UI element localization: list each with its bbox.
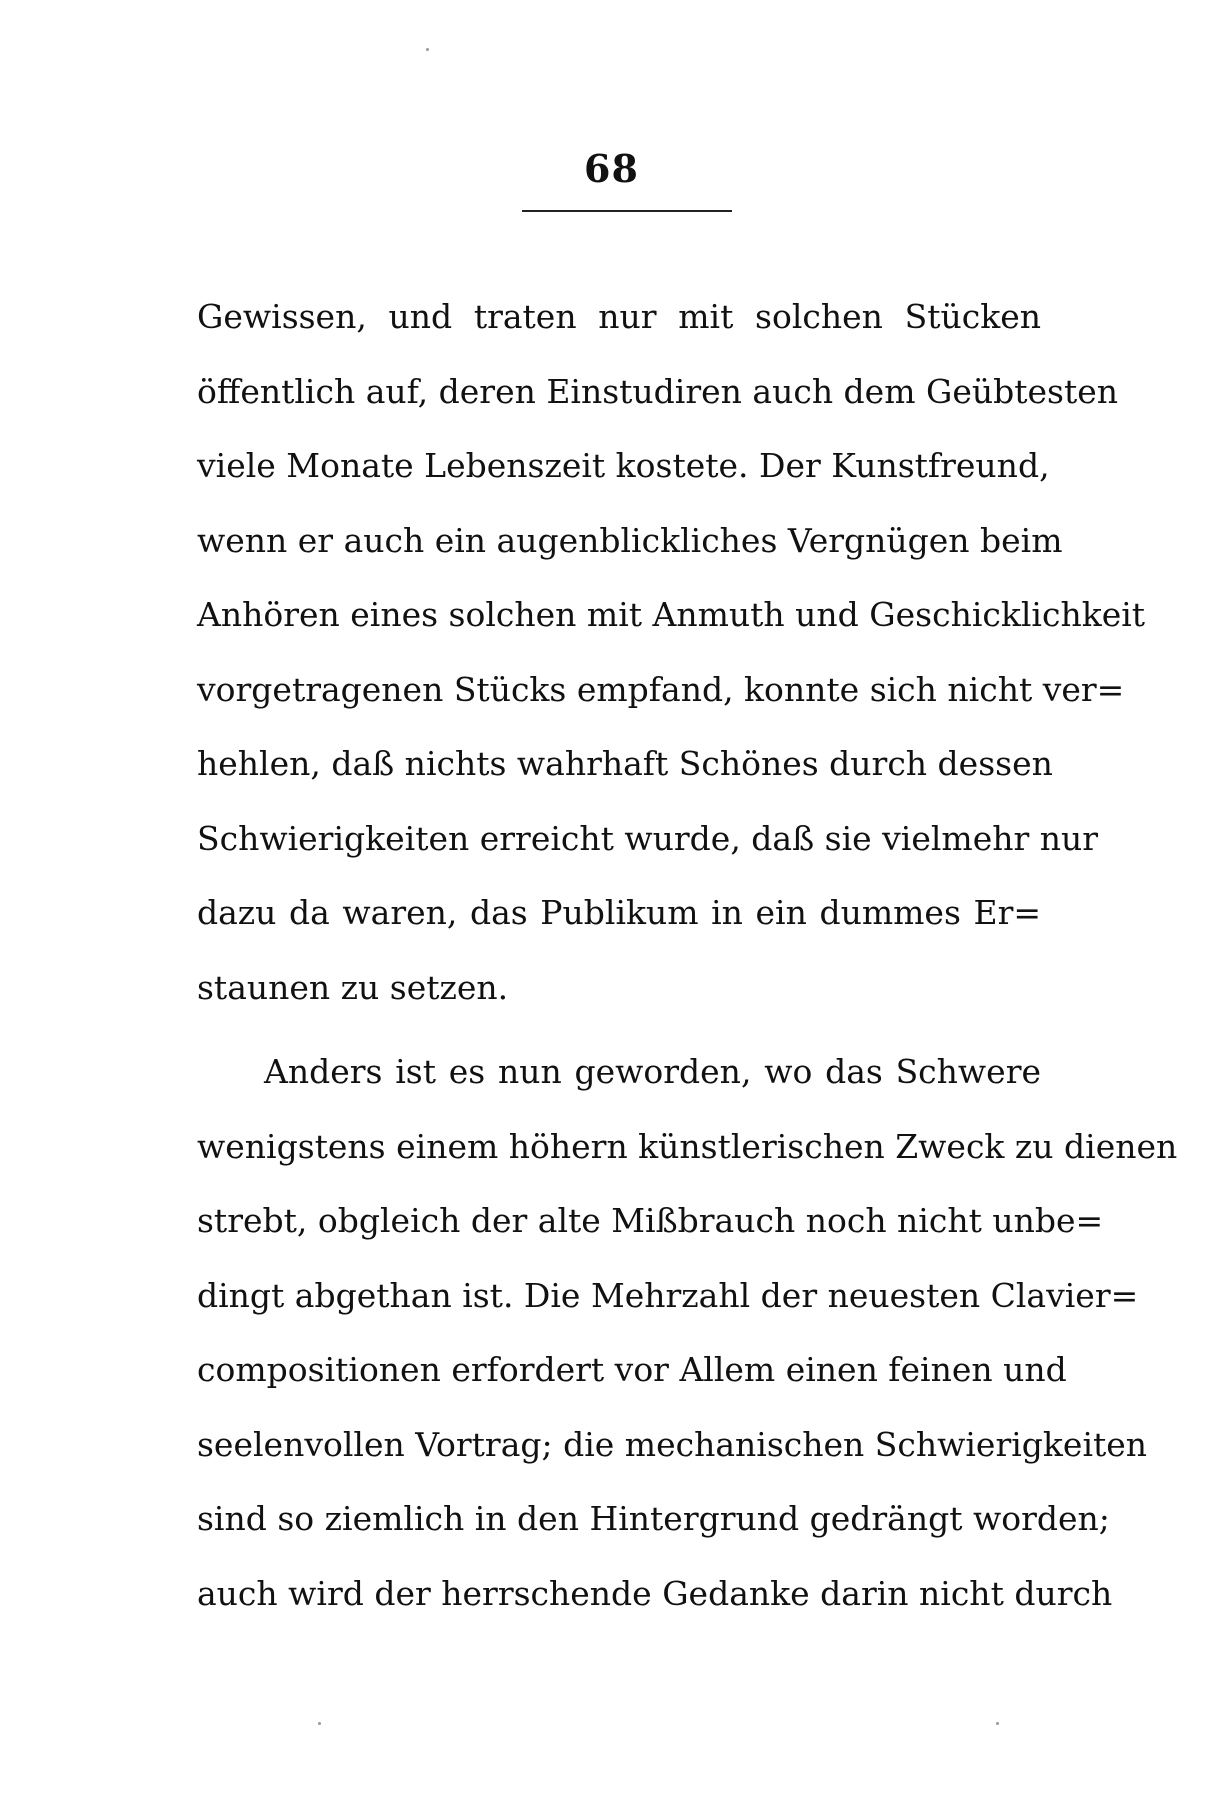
text-line: dazu da waren, das Publikum in ein dummes Er=: [197, 893, 1041, 932]
paper-speck: [318, 1722, 321, 1725]
page-number: 68: [584, 146, 639, 191]
paragraph: [197, 280, 1146, 1025]
text-line: hehlen, daß nichts wahrhaft Schönes durch dessen: [197, 744, 1053, 783]
text-line: vorgetragenen Stücks empfand, konnte sich nicht ver=: [197, 669, 1125, 709]
text-line: Gewissen, und traten nur mit solchen Stücken: [197, 297, 1041, 336]
text-line: Anders ist es nun geworden, wo das Schwere: [264, 1052, 1041, 1091]
paper-speck: [996, 1722, 999, 1725]
paragraph: [197, 1035, 1178, 1631]
text-line: wenigstens einem höhern künstlerischen Zweck zu dienen: [197, 1126, 1178, 1166]
text-line: auch wird der herrschende Gedanke darin nicht durch: [197, 1573, 1113, 1613]
paragraph-gap: [197, 1025, 1041, 1035]
text-line: Anhören eines solchen mit Anmuth und Geschicklichkeit: [197, 595, 1146, 634]
text-line: compositionen erfordert vor Allem einen feinen und: [197, 1350, 1067, 1389]
text-line: Schwierigkeiten erreicht wurde, daß sie vielmehr nur: [197, 818, 1099, 858]
text-line: wenn er auch ein augenblickliches Vergnügen beim: [197, 520, 1063, 560]
paper-speck: [426, 48, 429, 51]
header-rule: [522, 210, 732, 212]
text-line: dingt abgethan ist. Die Mehrzahl der neuesten Clavier=: [197, 1275, 1139, 1315]
body-text: [197, 280, 1178, 1631]
text-line: öffentlich auf, deren Einstudiren auch dem Geübtesten: [197, 371, 1119, 411]
text-line: strebt, obgleich der alte Mißbrauch noch nicht unbe=: [197, 1201, 1104, 1240]
text-line: sind so ziemlich in den Hintergrund gedrängt worden;: [197, 1499, 1110, 1538]
text-line: viele Monate Lebenszeit kostete. Der Kunstfreund,: [197, 446, 1050, 485]
text-line: staunen zu setzen.: [197, 967, 509, 1007]
text-line: seelenvollen Vortrag; die mechanischen Schwierigkeiten: [197, 1424, 1148, 1464]
